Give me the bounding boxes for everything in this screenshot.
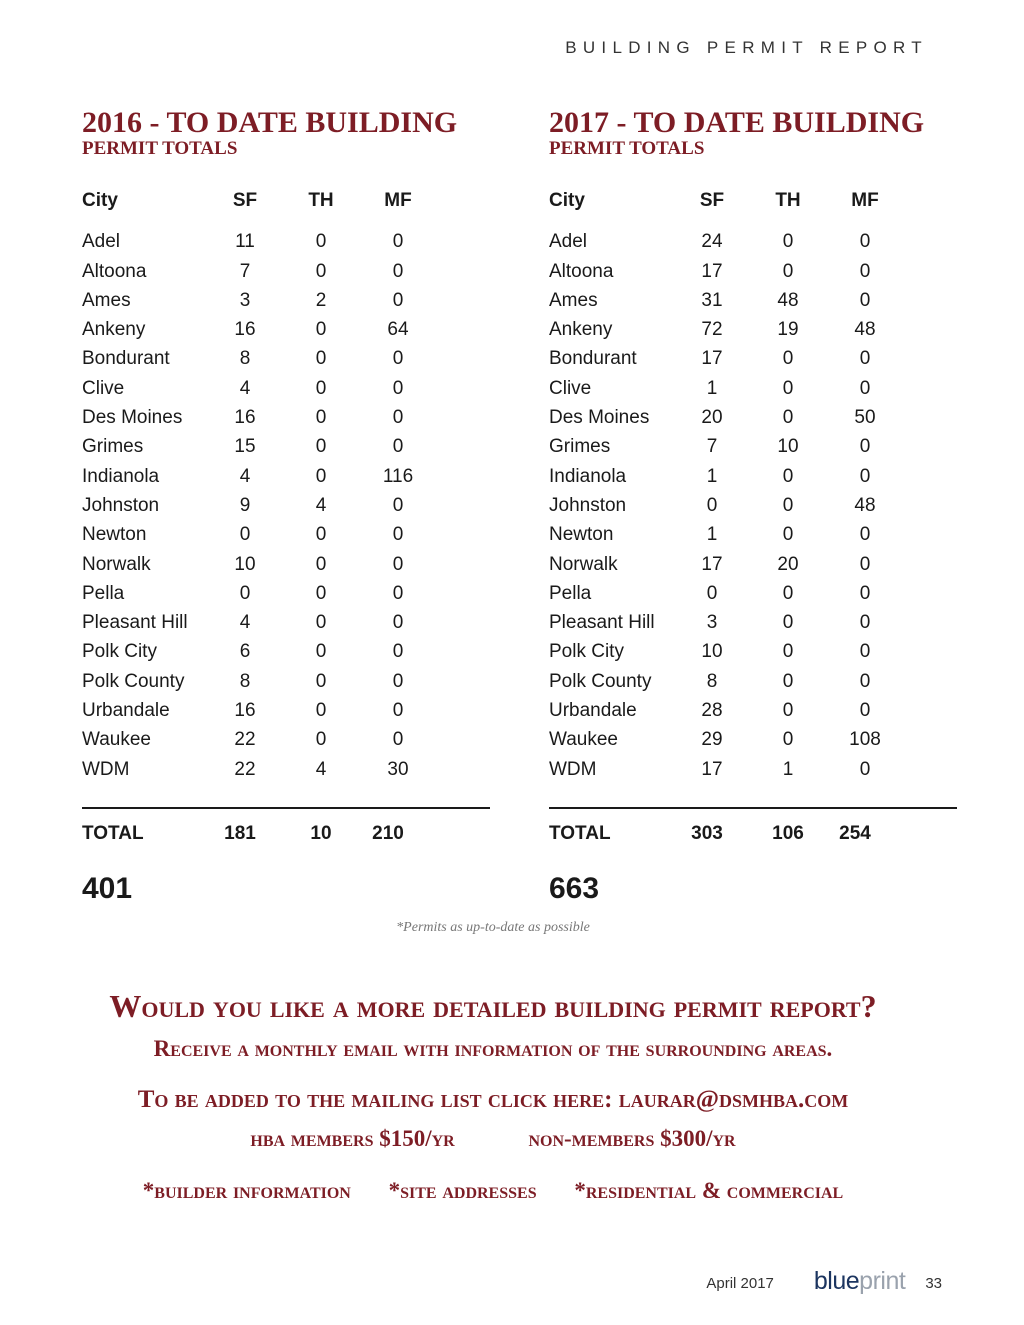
th-cell: 48: [777, 289, 799, 311]
sf-cell: 22: [234, 729, 256, 751]
mf-cell: 48: [854, 319, 876, 341]
sf-cell: 10: [234, 553, 256, 575]
table-row: [549, 579, 959, 608]
table-row: [82, 550, 492, 579]
city-cell: Ames: [549, 289, 598, 311]
th-cell: 0: [782, 407, 794, 429]
table-row: [549, 520, 959, 549]
sf-cell: 0: [706, 582, 718, 604]
table-title: 2017 - TO DATE BUILDING: [549, 106, 925, 139]
sf-cell: 10: [701, 641, 723, 663]
city-cell: Pella: [549, 582, 592, 604]
sf-cell: 31: [701, 289, 723, 311]
table-row: [549, 725, 959, 754]
city-cell: Newton: [549, 524, 614, 546]
table-row: [549, 637, 959, 666]
city-cell: WDM: [82, 758, 130, 780]
table-row: [549, 755, 959, 784]
sf-cell: 0: [706, 494, 718, 516]
th-cell: 10: [777, 436, 799, 458]
mf-cell: 116: [382, 465, 414, 487]
sf-cell: 0: [239, 582, 251, 604]
table-title: 2016 - TO DATE BUILDING: [82, 106, 458, 139]
sf-cell: 28: [701, 700, 723, 722]
mf-cell: 0: [392, 612, 404, 634]
mf-cell: 0: [392, 348, 404, 370]
total-th: 106: [772, 822, 804, 844]
th-cell: 0: [782, 348, 794, 370]
table-subtitle: PERMIT TOTALS: [82, 138, 238, 159]
th-cell: 0: [782, 465, 794, 487]
city-cell: Altoona: [82, 260, 147, 282]
th-cell: 0: [315, 377, 327, 399]
city-cell: Indianola: [549, 465, 627, 487]
city-cell: Adel: [549, 231, 588, 253]
table-row: [82, 579, 492, 608]
city-cell: Bondurant: [549, 348, 637, 370]
total-row: [549, 819, 959, 848]
column-header-sf: SF: [232, 190, 258, 211]
sf-cell: 8: [239, 670, 251, 692]
sf-cell: 4: [239, 377, 251, 399]
th-cell: 0: [782, 700, 794, 722]
total-label: TOTAL: [82, 822, 144, 844]
grand-total: 401: [82, 872, 133, 906]
mf-cell: 0: [859, 348, 871, 370]
table-row: [82, 696, 492, 725]
city-cell: Des Moines: [82, 407, 183, 429]
table-row: [549, 550, 959, 579]
city-cell: Polk County: [549, 670, 652, 692]
table-row: [549, 344, 959, 373]
mf-cell: 0: [392, 553, 404, 575]
features-line: [0, 1178, 986, 1204]
grand-total: 663: [549, 872, 600, 906]
th-cell: 0: [315, 553, 327, 575]
th-cell: 0: [315, 641, 327, 663]
city-cell: Waukee: [549, 729, 618, 751]
sf-cell: 15: [234, 436, 256, 458]
sf-cell: 29: [701, 729, 723, 751]
mf-cell: 50: [854, 407, 876, 429]
price-members: hba members $150/yr: [250, 1126, 455, 1151]
th-cell: 0: [782, 641, 794, 663]
table-row: [82, 227, 492, 256]
feature-residential-commercial: *residential & commercial: [574, 1178, 844, 1203]
page-number: 33: [925, 1275, 942, 1292]
feature-builder-info: *builder information: [142, 1178, 351, 1203]
th-cell: 0: [782, 260, 794, 282]
sf-cell: 7: [706, 436, 718, 458]
table-row: [82, 462, 492, 491]
column-header-city: City: [549, 190, 585, 211]
mf-cell: 0: [859, 758, 871, 780]
city-cell: Johnston: [82, 494, 160, 516]
mf-cell: 0: [859, 553, 871, 575]
table-row: [82, 637, 492, 666]
city-cell: Ankeny: [82, 319, 146, 341]
total-sf: 181: [224, 822, 256, 844]
city-cell: Clive: [82, 377, 125, 399]
table-row: [549, 227, 959, 256]
total-label: TOTAL: [549, 822, 611, 844]
city-cell: Pella: [82, 582, 125, 604]
table-row: [82, 667, 492, 696]
mf-cell: 0: [392, 524, 404, 546]
sf-cell: 4: [239, 465, 251, 487]
table-row: [82, 315, 492, 344]
table-row: [82, 520, 492, 549]
table-body: [549, 227, 959, 784]
city-cell: Polk County: [82, 670, 185, 692]
sf-cell: 16: [234, 319, 256, 341]
table-row: [82, 257, 492, 286]
total-mf: 254: [839, 822, 871, 844]
table-subtitle: PERMIT TOTALS: [549, 138, 705, 159]
th-cell: 0: [782, 729, 794, 751]
sf-cell: 17: [701, 758, 723, 780]
issue-date: April 2017: [706, 1275, 774, 1292]
table-row: [549, 491, 959, 520]
mf-cell: 0: [392, 436, 404, 458]
table-row: [82, 344, 492, 373]
th-cell: 1: [782, 758, 794, 780]
th-cell: 0: [782, 612, 794, 634]
sf-cell: 16: [234, 700, 256, 722]
mf-cell: 0: [392, 260, 404, 282]
blueprint-logo: [814, 1268, 905, 1294]
column-header-th: TH: [308, 190, 334, 211]
mf-cell: 0: [392, 729, 404, 751]
table-header-row: [82, 186, 492, 215]
th-cell: 0: [782, 377, 794, 399]
th-cell: 0: [782, 582, 794, 604]
th-cell: 0: [782, 231, 794, 253]
sf-cell: 20: [701, 407, 723, 429]
th-cell: 0: [782, 494, 794, 516]
permit-table-2017: [549, 108, 959, 906]
sf-cell: 1: [706, 465, 718, 487]
price-non-members: non-members $300/yr: [528, 1126, 736, 1151]
city-cell: Des Moines: [549, 407, 650, 429]
table-row: [549, 696, 959, 725]
city-cell: Adel: [82, 231, 121, 253]
mf-cell: 0: [859, 289, 871, 311]
city-cell: Indianola: [82, 465, 160, 487]
city-cell: Norwalk: [82, 553, 151, 575]
sf-cell: 1: [706, 377, 718, 399]
total-divider: [82, 807, 490, 809]
mf-cell: 108: [849, 729, 881, 751]
th-cell: 0: [315, 348, 327, 370]
total-divider: [549, 807, 957, 809]
th-cell: 0: [315, 436, 327, 458]
mf-cell: 0: [392, 582, 404, 604]
th-cell: 0: [315, 231, 327, 253]
permit-table-2016: [82, 108, 492, 906]
mf-cell: 30: [387, 758, 409, 780]
th-cell: 0: [315, 729, 327, 751]
sf-cell: 17: [701, 260, 723, 282]
sf-cell: 17: [701, 348, 723, 370]
th-cell: 2: [315, 289, 327, 311]
mf-cell: 0: [859, 641, 871, 663]
column-header-city: City: [82, 190, 118, 211]
permits-note: *Permits as up-to-date as possible: [396, 920, 590, 935]
city-cell: Polk City: [549, 641, 624, 663]
city-cell: Ames: [82, 289, 131, 311]
mf-cell: 0: [392, 700, 404, 722]
city-cell: Norwalk: [549, 553, 618, 575]
mf-cell: 0: [859, 612, 871, 634]
th-cell: 0: [315, 260, 327, 282]
table-row: [82, 374, 492, 403]
table-row: [82, 491, 492, 520]
table-row: [549, 403, 959, 432]
city-cell: Polk City: [82, 641, 157, 663]
city-cell: Johnston: [549, 494, 627, 516]
mf-cell: 0: [392, 289, 404, 311]
sf-cell: 3: [706, 612, 718, 634]
th-cell: 0: [315, 582, 327, 604]
city-cell: Pleasant Hill: [82, 612, 188, 634]
table-row: [549, 432, 959, 461]
table-header-row: [549, 186, 959, 215]
th-cell: 0: [315, 319, 327, 341]
sf-cell: 72: [701, 319, 723, 341]
feature-site-addresses: *site addresses: [388, 1178, 537, 1203]
th-cell: 0: [315, 670, 327, 692]
table-row: [82, 403, 492, 432]
column-header-sf: SF: [699, 190, 725, 211]
th-cell: 0: [782, 524, 794, 546]
city-cell: Bondurant: [82, 348, 170, 370]
table-row: [549, 257, 959, 286]
mf-cell: 0: [859, 670, 871, 692]
sf-cell: 11: [235, 231, 255, 253]
mf-cell: 0: [392, 494, 404, 516]
mf-cell: 0: [859, 524, 871, 546]
page-footer: [706, 1268, 942, 1294]
city-cell: Grimes: [549, 436, 611, 458]
sf-cell: 8: [239, 348, 251, 370]
sf-cell: 7: [239, 260, 251, 282]
th-cell: 0: [782, 670, 794, 692]
table-row: [549, 286, 959, 315]
mf-cell: 0: [859, 260, 871, 282]
logo-part-blue: blue: [813, 1267, 860, 1295]
sf-cell: 1: [706, 524, 718, 546]
table-row: [82, 432, 492, 461]
city-cell: Waukee: [82, 729, 151, 751]
city-cell: Clive: [549, 377, 592, 399]
table-row: [549, 374, 959, 403]
sf-cell: 4: [239, 612, 251, 634]
sf-cell: 17: [701, 553, 723, 575]
table-row: [82, 608, 492, 637]
sf-cell: 0: [239, 524, 251, 546]
city-cell: WDM: [549, 758, 597, 780]
city-cell: Urbandale: [549, 700, 637, 722]
sf-cell: 24: [701, 231, 723, 253]
report-header: BUILDING PERMIT REPORT: [565, 38, 928, 57]
sf-cell: 6: [239, 641, 251, 663]
sf-cell: 8: [706, 670, 718, 692]
mf-cell: 0: [392, 407, 404, 429]
mf-cell: 0: [859, 377, 871, 399]
th-cell: 4: [315, 758, 327, 780]
city-cell: Urbandale: [82, 700, 170, 722]
column-header-mf: MF: [384, 190, 412, 211]
mf-cell: 0: [859, 436, 871, 458]
sf-cell: 22: [234, 758, 256, 780]
total-row: [82, 819, 492, 848]
city-cell: Altoona: [549, 260, 614, 282]
table-row: [82, 725, 492, 754]
mf-cell: 0: [392, 377, 404, 399]
sf-cell: 9: [239, 494, 251, 516]
th-cell: 0: [315, 700, 327, 722]
promo-subline: Receive a monthly email with information of the surrounding areas.: [153, 1036, 833, 1061]
logo-part-print: print: [859, 1267, 906, 1295]
city-cell: Newton: [82, 524, 147, 546]
mailing-list-link[interactable]: To be added to the mailing list click here: laurar@dsmhba.com: [137, 1086, 849, 1113]
total-mf: 210: [372, 822, 404, 844]
total-th: 10: [310, 822, 332, 844]
table-row: [549, 608, 959, 637]
mf-cell: 0: [859, 465, 871, 487]
th-cell: 19: [777, 319, 799, 341]
city-cell: Ankeny: [549, 319, 613, 341]
th-cell: 0: [315, 524, 327, 546]
th-cell: 0: [315, 612, 327, 634]
table-row: [82, 286, 492, 315]
mf-cell: 0: [859, 231, 871, 253]
mf-cell: 0: [392, 670, 404, 692]
th-cell: 0: [315, 465, 327, 487]
table-row: [82, 755, 492, 784]
column-header-mf: MF: [851, 190, 879, 211]
mf-cell: 0: [392, 641, 404, 663]
sf-cell: 3: [239, 289, 251, 311]
table-row: [549, 315, 959, 344]
table-row: [549, 462, 959, 491]
mf-cell: 64: [387, 319, 409, 341]
th-cell: 4: [315, 494, 327, 516]
column-header-th: TH: [775, 190, 801, 211]
city-cell: Grimes: [82, 436, 144, 458]
promo-headline: Would you like a more detailed building permit report?: [109, 988, 877, 1024]
sf-cell: 16: [234, 407, 256, 429]
mf-cell: 0: [859, 700, 871, 722]
pricing-line: [0, 1126, 986, 1152]
city-cell: Pleasant Hill: [549, 612, 655, 634]
total-sf: 303: [691, 822, 723, 844]
mf-cell: 0: [859, 582, 871, 604]
mf-cell: 48: [854, 494, 876, 516]
th-cell: 0: [315, 407, 327, 429]
table-body: [82, 227, 492, 784]
table-row: [549, 667, 959, 696]
th-cell: 20: [777, 553, 799, 575]
mf-cell: 0: [392, 231, 404, 253]
